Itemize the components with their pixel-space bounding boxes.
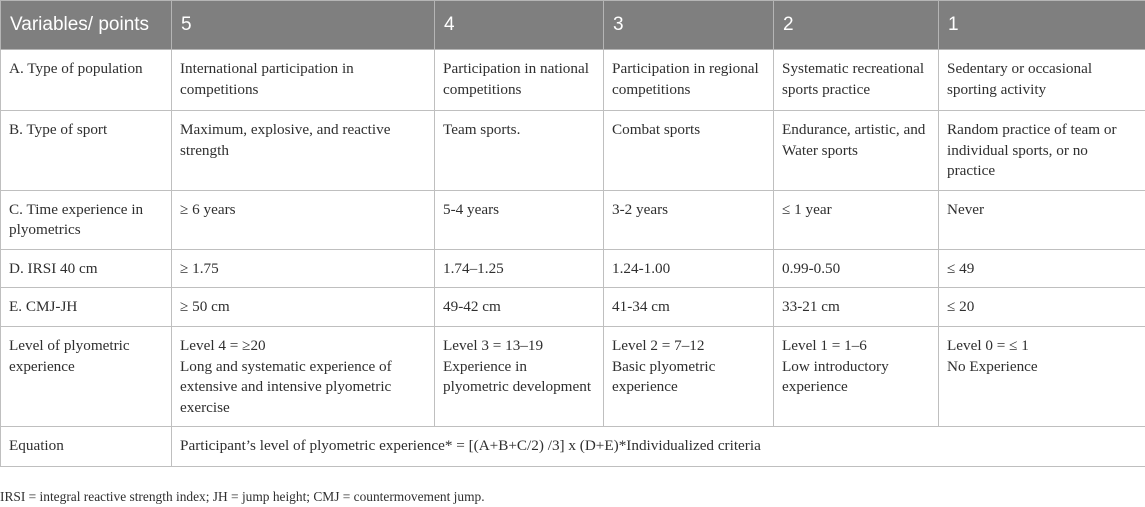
table-cell — [774, 327, 939, 427]
table-header-row — [1, 1, 1145, 50]
table-cell: ≥ 1.75 — [172, 249, 435, 288]
table-cell: Random practice of team or individual sports, or no practice — [939, 111, 1145, 191]
table-row-type-of-population — [1, 50, 1145, 111]
table-cell: Endurance, artistic, and Water sports — [774, 111, 939, 191]
header-points-1: 1 — [939, 1, 1145, 50]
table-cell: Never — [939, 190, 1145, 249]
header-points-2: 2 — [774, 1, 939, 50]
table-cell: 3-2 years — [604, 190, 774, 249]
table-row-cmj-jh — [1, 288, 1145, 327]
equation-formula: Participant’s level of plyometric experience* = [(A+B+C/2) /3] x (D+E)*Individualized criteria — [172, 427, 1145, 467]
table-cell: Team sports. — [435, 111, 604, 191]
level-description: No Experience — [947, 357, 1038, 375]
table-cell — [939, 327, 1145, 427]
table-cell: ≤ 49 — [939, 249, 1145, 288]
header-variables-points: Variables/ points — [1, 1, 172, 50]
table-cell: Combat sports — [604, 111, 774, 191]
table-cell: 1.74–1.25 — [435, 249, 604, 288]
table-cell: 33-21 cm — [774, 288, 939, 327]
table-cell: 0.99-0.50 — [774, 249, 939, 288]
table-cell: Maximum, explosive, and reactive strength — [172, 111, 435, 191]
table-row-irsi — [1, 249, 1145, 288]
table-cell: 49-42 cm — [435, 288, 604, 327]
header-points-5: 5 — [172, 1, 435, 50]
table-cell — [435, 327, 604, 427]
table-row-type-of-sport — [1, 111, 1145, 191]
table-cell: Systematic recreational sports practice — [774, 50, 939, 111]
table-cell: ≤ 1 year — [774, 190, 939, 249]
table-cell: International participation in competitions — [172, 50, 435, 111]
header-points-4: 4 — [435, 1, 604, 50]
table-cell: ≤ 20 — [939, 288, 1145, 327]
table-cell: Sedentary or occasional sporting activity — [939, 50, 1145, 111]
table-footnote: IRSI = integral reactive strength index; JH = jump height; CMJ = countermovement jump. — [0, 489, 485, 504]
table-cell: ≥ 50 cm — [172, 288, 435, 327]
table-row-equation — [1, 427, 1145, 467]
level-value: Level 4 = ≥20 — [180, 337, 266, 354]
row-label: D. IRSI 40 cm — [1, 249, 172, 288]
table-cell: 1.24-1.00 — [604, 249, 774, 288]
table-row-level-of-experience — [1, 327, 1145, 427]
table-cell: 5-4 years — [435, 190, 604, 249]
level-description: Low introductory experience — [782, 357, 889, 395]
table-cell: Participation in regional competitions — [604, 50, 774, 111]
level-description: Long and systematic experience of extensive and intensive plyometric exercise — [180, 357, 392, 416]
row-label: E. CMJ-JH — [1, 288, 172, 327]
row-label: B. Type of sport — [1, 111, 172, 191]
row-label: Level of plyometric experience — [1, 327, 172, 427]
level-value: Level 2 = 7–12 — [612, 337, 705, 354]
level-value: Level 3 = 13–19 — [443, 337, 544, 354]
row-label: A. Type of population — [1, 50, 172, 111]
level-value: Level 0 = ≤ 1 — [947, 337, 1029, 354]
row-label: Equation — [1, 427, 172, 467]
level-description: Experience in plyometric development — [443, 357, 592, 395]
level-value: Level 1 = 1–6 — [782, 337, 867, 354]
table-cell: Participation in national competitions — [435, 50, 604, 111]
row-label: C. Time experience in plyometrics — [1, 190, 172, 249]
header-points-3: 3 — [604, 1, 774, 50]
table-cell: ≥ 6 years — [172, 190, 435, 249]
table-cell — [604, 327, 774, 427]
table-row-time-experience — [1, 190, 1145, 249]
table-cell: 41-34 cm — [604, 288, 774, 327]
level-description: Basic plyometric experience — [612, 357, 716, 395]
table-cell — [172, 327, 435, 427]
